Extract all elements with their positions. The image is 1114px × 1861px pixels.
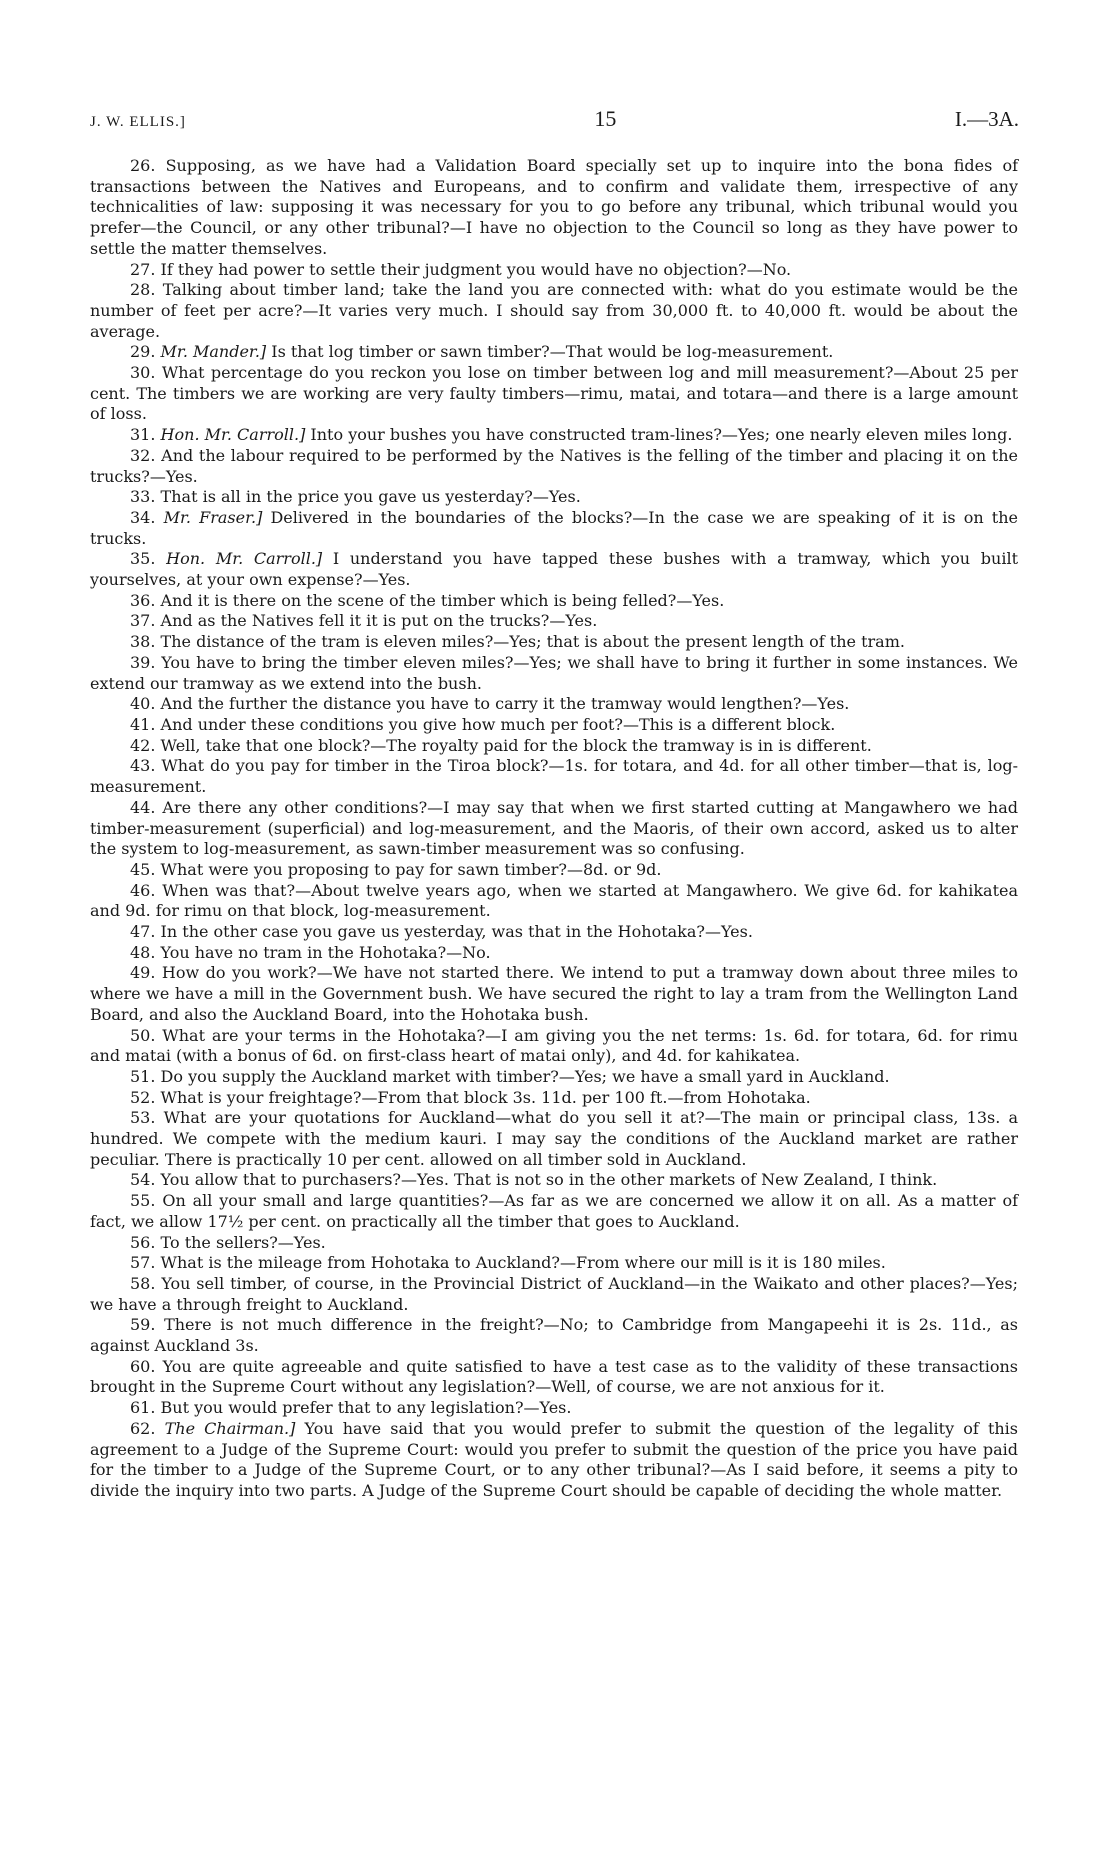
question-paragraph — [90, 1419, 1018, 1502]
question-text: That is all in the price you gave us yesterday?—Yes. — [160, 487, 581, 507]
question-text: What do you pay for timber in the Tiroa block?—1s. for totara, and 4d. for all other timber—that is, log-measurement. — [90, 756, 1018, 797]
question-text: How do you work?—We have not started there. We intend to put a tramway down about three miles to where we have a mill in the Government bush. We have secured the right to lay a tram from the Wellington Land Board, and also the Auckland Board, into the Hohotaka bush. — [90, 963, 1018, 1024]
question-paragraph — [90, 1357, 1018, 1398]
question-text: I understand you have tapped these bushes with a tramway, which you built yourselves, at your own expense?—Yes. — [90, 549, 1019, 590]
question-paragraph — [90, 881, 1018, 922]
question-paragraph — [90, 1253, 1018, 1274]
question-number: 51. — [130, 1066, 156, 1086]
question-text: And as the Natives fell it it is put on the trucks?—Yes. — [160, 611, 598, 631]
question-number: 37. — [130, 611, 156, 631]
question-number: 29. — [130, 342, 156, 362]
body-text — [90, 156, 1018, 1502]
question-paragraph — [90, 1170, 1018, 1191]
question-paragraph — [90, 156, 1018, 260]
question-number: 30. — [130, 363, 156, 383]
question-paragraph — [90, 943, 1018, 964]
question-paragraph — [90, 549, 1018, 590]
question-text: What are your terms in the Hohotaka?—I am giving you the net terms: 1s. 6d. for totara, 6d. for rimu and matai (with a bonus of 6d. on first-class heart of matai only), and 4d. for kahikatea. — [90, 1025, 1018, 1066]
question-text: The distance of the tram is eleven miles?—Yes; that is about the present length of the tram. — [160, 632, 905, 652]
question-number: 31. — [130, 425, 156, 445]
question-text: And the further the distance you have to carry it the tramway would lengthen?—Yes. — [160, 694, 850, 714]
page-header — [90, 106, 1019, 132]
question-paragraph — [90, 694, 1018, 715]
question-text: You are quite agreeable and quite satisfied to have a test case as to the validity of these transactions brought in the Supreme Court without any legislation?—Well, of course, we are not anxious for it. — [90, 1356, 1018, 1397]
question-paragraph — [90, 1067, 1018, 1088]
header-witness: J. W. ELLIS.] — [90, 114, 186, 130]
question-number: 56. — [130, 1232, 156, 1252]
question-text: Do you supply the Auckland market with timber?—Yes; we have a small yard in Auckland. — [160, 1066, 890, 1086]
question-paragraph — [90, 1108, 1018, 1170]
question-number: 50. — [130, 1025, 156, 1045]
question-text: And it is there on the scene of the timber which is being felled?—Yes. — [160, 590, 725, 610]
question-number: 41. — [130, 714, 156, 734]
question-paragraph — [90, 756, 1018, 797]
question-paragraph — [90, 860, 1018, 881]
question-text: Into your bushes you have constructed tram-lines?—Yes; one nearly eleven miles long. — [310, 425, 1013, 445]
question-number: 27. — [130, 259, 156, 279]
question-text: Delivered in the boundaries of the blocks?—In the case we are speaking of it is on the trucks. — [90, 507, 1018, 548]
question-text: Is that log timber or sawn timber?—That would be log-measurement. — [271, 342, 834, 362]
question-paragraph — [90, 1233, 1018, 1254]
question-text: Supposing, as we have had a Validation Board specially set up to inquire into the bona fides of transactions between the Natives and Europeans, and to confirm and validate them, irrespective of any technicalities of law: supposing it was necessary for you to go before any tribunal, which tribunal would you prefer—the Council, or any other tribunal?—I have no objection to the Council so long as they have power to settle the matter themselves. — [90, 156, 1018, 258]
question-paragraph — [90, 1191, 1018, 1232]
question-paragraph — [90, 798, 1018, 860]
question-number: 62. — [130, 1418, 156, 1438]
speaker-label: The Chairman.] — [164, 1418, 296, 1438]
question-text: And the labour required to be performed by the Natives is the felling of the timber and placing it on the trucks?—Yes. — [90, 445, 1019, 486]
question-number: 52. — [130, 1087, 156, 1107]
question-text: Talking about timber land; take the land you are connected with: what do you estimate would be the number of feet per acre?—It varies very much. I should say from 30,000 ft. to 40,000 ft. would be about the average. — [90, 280, 1018, 341]
question-number: 57. — [130, 1253, 156, 1273]
question-number: 55. — [130, 1191, 156, 1211]
page-number: 15 — [594, 106, 617, 131]
question-number: 44. — [130, 797, 156, 817]
question-paragraph — [90, 1274, 1018, 1315]
question-number: 38. — [130, 632, 156, 652]
question-text: Are there any other conditions?—I may say that when we first started cutting at Mangawhero we had timber-measurement (superficial) and log-measurement, and the Maoris, of their own accord, asked us to alter the system to log-measurement, as sawn-timber measurement was so confusing. — [90, 797, 1018, 859]
question-number: 28. — [130, 280, 156, 300]
question-text: Well, take that one block?—The royalty paid for the block the tramway is in is different. — [160, 735, 872, 755]
question-number: 34. — [130, 507, 156, 527]
question-text: What is your freightage?—From that block 3s. 11d. per 100 ft.—from Hohotaka. — [160, 1087, 811, 1107]
question-number: 49. — [130, 963, 156, 983]
question-text: If they had power to settle their judgment you would have no objection?—No. — [160, 259, 792, 279]
question-paragraph — [90, 260, 1018, 281]
speaker-label: Hon. Mr. Carroll.] — [160, 425, 306, 445]
speaker-label: Hon. Mr. Carroll.] — [166, 549, 323, 569]
question-text: There is not much difference in the freight?—No; to Cambridge from Mangapeehi it is 2s. 11d., as against Auckland 3s. — [90, 1315, 1018, 1356]
question-number: 48. — [130, 942, 156, 962]
question-number: 36. — [130, 590, 156, 610]
question-paragraph — [90, 280, 1018, 342]
question-text: You have to bring the timber eleven miles?—Yes; we shall have to bring it further in some instances. We extend our tramway as we extend into the bush. — [90, 652, 1018, 693]
question-text: And under these conditions you give how much per foot?—This is a different block. — [160, 714, 836, 734]
question-number: 35. — [130, 549, 156, 569]
speaker-label: Mr. Fraser.] — [163, 507, 263, 527]
question-text: In the other case you gave us yesterday, was that in the Hohotaka?—Yes. — [160, 922, 753, 942]
question-paragraph — [90, 715, 1018, 736]
question-number: 60. — [130, 1356, 156, 1376]
question-text: You have no tram in the Hohotaka?—No. — [160, 942, 491, 962]
question-paragraph — [90, 1398, 1018, 1419]
question-text: What is the mileage from Hohotaka to Auckland?—From where our mill is it is 180 miles. — [160, 1253, 886, 1273]
question-paragraph — [90, 736, 1018, 757]
question-number: 43. — [130, 756, 156, 776]
question-text: But you would prefer that to any legislation?—Yes. — [160, 1398, 572, 1418]
question-text: You allow that to purchasers?—Yes. That is not so in the other markets of New Zealand, I think. — [160, 1170, 938, 1190]
question-paragraph — [90, 1315, 1018, 1356]
question-paragraph — [90, 487, 1018, 508]
question-paragraph — [90, 963, 1018, 1025]
question-text: What are your quotations for Auckland—what do you sell it at?—The main or principal class, 13s. a hundred. We compete with the medium kauri. I may say the conditions of the Auckland market are rather peculiar. There is practically 10 per cent. allowed on all timber sold in Auckland. — [90, 1108, 1019, 1169]
question-number: 39. — [130, 652, 156, 672]
question-text: To the sellers?—Yes. — [160, 1232, 326, 1252]
speaker-label: Mr. Mander.] — [160, 342, 267, 362]
question-text: What percentage do you reckon you lose on timber between log and mill measurement?—About 25 per cent. The timbers we are working are very faulty timbers—rimu, matai, and totara—and there is a large amount of loss. — [90, 363, 1018, 424]
question-number: 40. — [130, 694, 156, 714]
question-number: 46. — [130, 880, 156, 900]
question-paragraph — [90, 446, 1018, 487]
question-paragraph — [90, 922, 1018, 943]
question-paragraph — [90, 611, 1018, 632]
question-paragraph — [90, 508, 1018, 549]
question-number: 26. — [130, 156, 156, 175]
question-paragraph — [90, 632, 1018, 653]
question-paragraph — [90, 1088, 1018, 1109]
question-number: 58. — [130, 1273, 156, 1293]
question-text: What were you proposing to pay for sawn timber?—8d. or 9d. — [160, 859, 662, 879]
question-number: 32. — [130, 445, 156, 465]
question-paragraph — [90, 425, 1018, 446]
question-text: You sell timber, of course, in the Provincial District of Auckland—in the Waikato and other places?—Yes; we have a through freight to Auckland. — [90, 1273, 1019, 1314]
question-number: 33. — [130, 487, 156, 507]
question-text: When was that?—About twelve years ago, when we started at Mangawhero. We give 6d. for kahikatea and 9d. for rimu on that block, log-measurement. — [90, 880, 1019, 921]
question-paragraph — [90, 653, 1018, 694]
question-number: 61. — [130, 1398, 156, 1418]
question-number: 53. — [130, 1108, 156, 1128]
question-paragraph — [90, 1026, 1018, 1067]
question-number: 59. — [130, 1315, 156, 1335]
question-paragraph — [90, 591, 1018, 612]
question-number: 47. — [130, 922, 156, 942]
question-text: On all your small and large quantities?—As far as we are concerned we allow it on all. As a matter of fact, we allow 17½ per cent. on practically all the timber that goes to Auckland. — [90, 1191, 1018, 1231]
question-text: You have said that you would prefer to submit the question of the legality of this agreement to a Judge of the Supreme Court: would you prefer to submit the question of the price you have paid for the timber to a Judge of the Supreme Court, or to any other tribunal?—As I said before, it seems a pity to divide the inquiry into two parts. A Judge of the Supreme Court should be capable of deciding the whole matter. — [90, 1418, 1019, 1500]
question-number: 54. — [130, 1170, 156, 1190]
question-paragraph — [90, 363, 1018, 425]
question-number: 45. — [130, 859, 156, 879]
question-number: 42. — [130, 735, 156, 755]
question-paragraph — [90, 342, 1018, 363]
paper-reference: I.—3A. — [954, 107, 1019, 131]
